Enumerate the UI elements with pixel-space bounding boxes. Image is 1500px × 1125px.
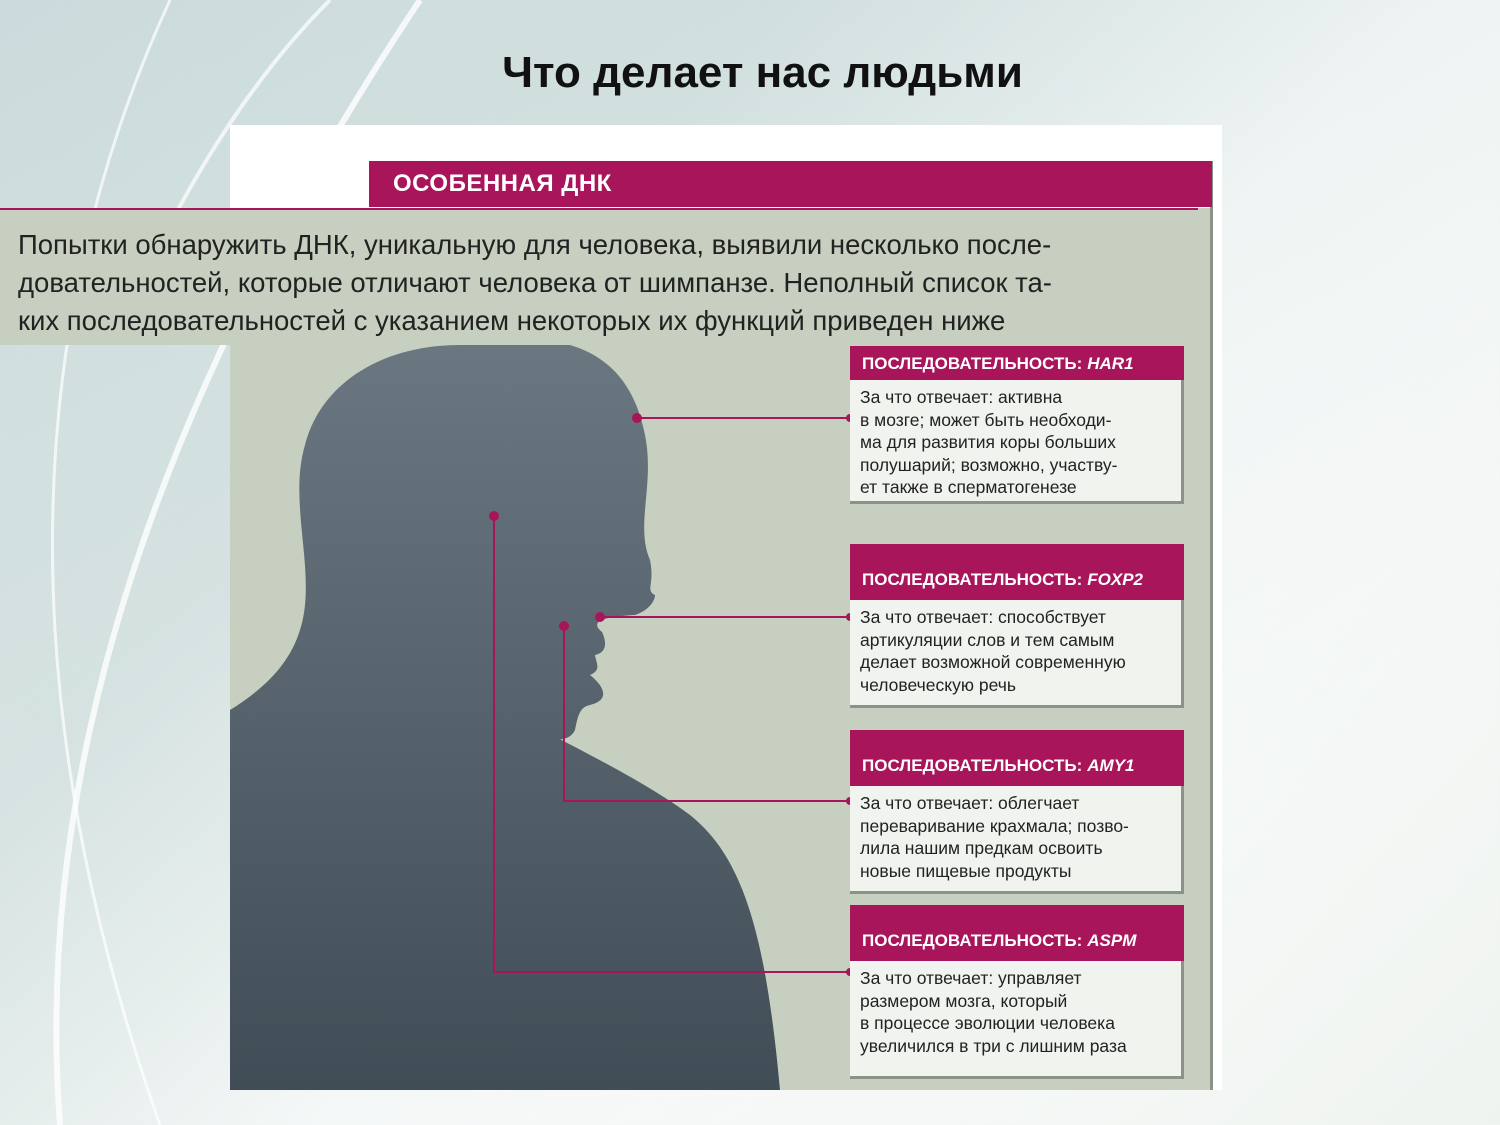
card-prefix: ПОСЛЕДОВАТЕЛЬНОСТЬ: (862, 756, 1083, 775)
card-line: ма для развития коры больших (860, 432, 1116, 452)
sequence-card-foxp2 (850, 544, 1184, 708)
card-header (850, 730, 1184, 786)
card-header (850, 905, 1184, 961)
card-prefix: ПОСЛЕДОВАТЕЛЬНОСТЬ: (862, 570, 1083, 589)
card-line: За что отвечает: облегчает (860, 793, 1080, 813)
section-header: ОСОБЕННАЯ ДНК (369, 161, 1212, 207)
sequence-name: FOXP2 (1087, 570, 1143, 589)
card-description (850, 961, 1184, 1079)
card-line: увеличился в три с лишним раза (860, 1035, 1127, 1056)
card-header (850, 346, 1184, 380)
card-line: полушарий; возможно, участву- (860, 454, 1118, 475)
card-description (850, 600, 1184, 708)
card-description (850, 786, 1184, 894)
intro-line: Попытки обнаружить ДНК, уникальную для человека, выявили несколько после- (18, 229, 1052, 260)
intro-text (0, 208, 1198, 345)
card-line: размером мозга, который (860, 990, 1068, 1011)
sequence-card-amy1 (850, 730, 1184, 894)
card-line: ет также в сперматогенезе (860, 477, 1077, 497)
card-line: переваривание крахмала; позво- (860, 815, 1129, 836)
page-title: Что делает нас людьми (502, 48, 1023, 97)
sequence-name: AMY1 (1087, 756, 1135, 775)
card-header (850, 544, 1184, 600)
sequence-card-aspm (850, 905, 1184, 1079)
card-line: За что отвечает: управляет (860, 968, 1082, 988)
card-prefix: ПОСЛЕДОВАТЕЛЬНОСТЬ: (862, 354, 1083, 373)
panel-border (1210, 161, 1213, 1090)
card-line: в процессе эволюции человека (860, 1013, 1115, 1033)
sequence-name: ASPM (1087, 931, 1137, 950)
card-line: За что отвечает: активна (860, 387, 1063, 407)
card-line: делает возможной современную (860, 652, 1126, 672)
card-line: За что отвечает: способствует (860, 607, 1106, 627)
card-line: в мозге; может быть необходи- (860, 409, 1112, 430)
intro-line: довательностей, которые отличают человека от шимпанзе. Неполный список та- (18, 267, 1052, 298)
sequence-name: HAR1 (1087, 354, 1134, 373)
card-description (850, 380, 1184, 504)
card-line: артикуляции слов и тем самым (860, 629, 1115, 650)
sequence-card-har1 (850, 346, 1184, 504)
card-line: лила нашим предкам освоить (860, 838, 1103, 858)
card-line: человеческую речь (860, 674, 1016, 695)
card-line: новые пищевые продукты (860, 860, 1072, 881)
intro-line: ких последовательностей с указанием некоторых их функций приведен ниже (18, 305, 1006, 336)
card-prefix: ПОСЛЕДОВАТЕЛЬНОСТЬ: (862, 931, 1083, 950)
